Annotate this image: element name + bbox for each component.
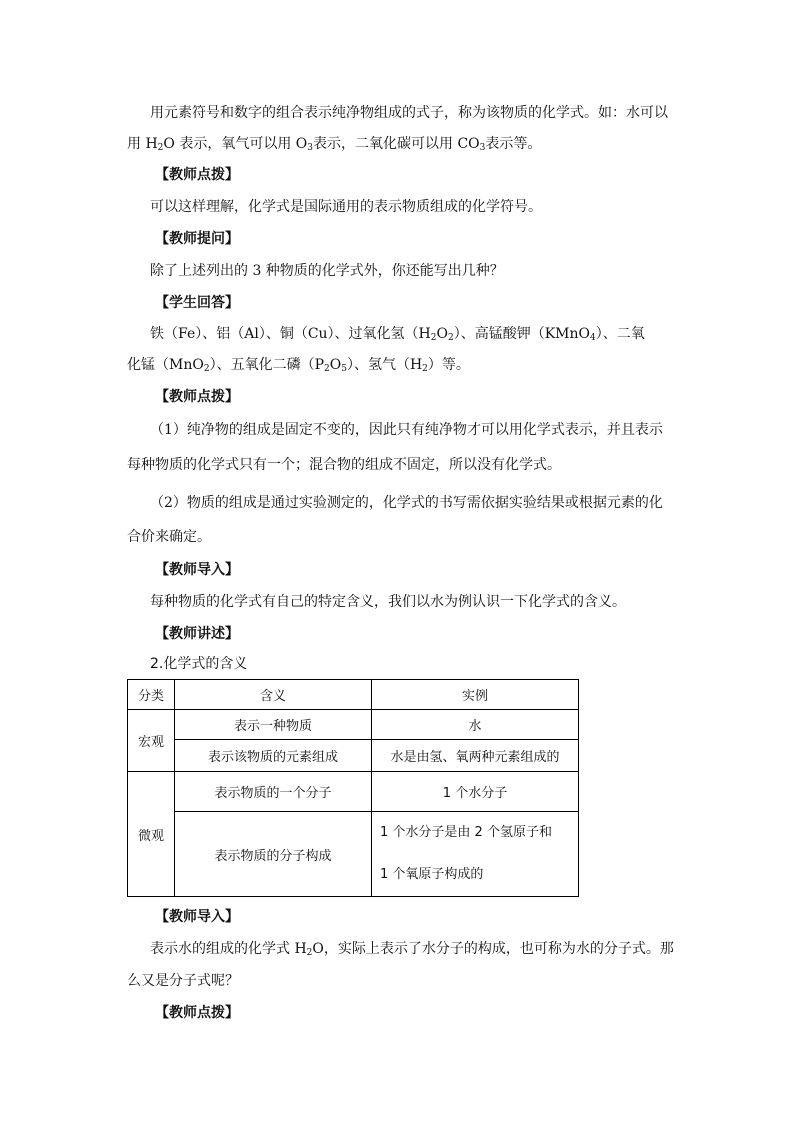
header-meaning: 含义 [175, 680, 372, 710]
table-cell-meaning: 表示物质的分子构成 [175, 812, 372, 897]
category-micro: 微观 [128, 772, 175, 897]
paragraph-answer-line2: 化锰（MnO$_2$）、五氧化二磷$(P_2O_5)$、氢气$(H_2)$等。 [127, 357, 470, 374]
table-cell-example: 水是由氢、氧两种元素组成的 [372, 740, 579, 772]
table-row [128, 710, 579, 740]
table-header-row [128, 680, 579, 710]
header-category: 分类 [128, 680, 175, 710]
table-title: 2.化学式的含义 [150, 656, 248, 672]
paragraph-intro: 每种物质的化学式有自己的特定含义，我们以水为例认识一下化学式的含义。 [150, 594, 626, 610]
heading-student-answer: 【学生回答】 [155, 295, 239, 311]
table-cell-meaning: 表示物质的一个分子 [175, 772, 372, 812]
example-line-1: 1 个水分子是由 2 个氢原子和 [380, 825, 552, 840]
paragraph-formula-definition-line2: 用 $H_2O$ 表示，氧气可以用 $O_3$表示，二氧化碳可以用 $CO_3$表示等。 [127, 136, 542, 153]
table-cell-meaning: 表示一种物质 [175, 710, 372, 740]
paragraph-point1-line1: （1）纯净物的组成是固定不变的，因此只有纯净物才可以用化学式表示，并且表示 [150, 422, 663, 438]
heading-teacher-intro-1: 【教师导入】 [155, 562, 239, 578]
heading-teacher-tip-1: 【教师点拨】 [155, 167, 239, 183]
table-cell-example: 1 个水分子 [372, 772, 579, 812]
heading-teacher-tip-2: 【教师点拨】 [155, 389, 239, 405]
table-cell-example [372, 812, 579, 897]
category-macro: 宏观 [128, 710, 175, 772]
paragraph-formula-definition-line1: 用元素符号和数字的组合表示纯净物组成的式子，称为该物质的化学式。如：水可以 [150, 105, 668, 121]
heading-teacher-lecture: 【教师讲述】 [155, 626, 239, 642]
table-cell-example: 水 [372, 710, 579, 740]
heading-teacher-intro-2: 【教师导入】 [155, 909, 239, 925]
paragraph-molecular-formula-line1: 表示水的组成的化学式 $H_2O$，实际上表示了水分子的构成，也可称为水的分子式。那 [150, 941, 674, 958]
table-row [128, 812, 579, 897]
header-example: 实例 [372, 680, 579, 710]
paragraph-answer-line1: 铁（Fe）、铝（Al）、铜（Cu）、过氧化氢$(H_2O_2)$、高锰酸钾（KMnO$_4$）、二氧 [150, 326, 645, 343]
heading-teacher-tip-3: 【教师点拨】 [155, 1005, 239, 1021]
paragraph-question: 除了上述列出的 3 种物质的化学式外，你还能写出几种？ [150, 263, 504, 279]
table-row [128, 772, 579, 812]
example-line-2: 1 个氧原子构成的 [380, 867, 484, 882]
table-row [128, 740, 579, 772]
heading-teacher-question: 【教师提问】 [155, 231, 239, 247]
paragraph-point2-line1: （2）物质的组成是通过实验测定的，化学式的书写需依据实验结果或根据元素的化 [150, 495, 663, 511]
paragraph-molecular-formula-line2: 么又是分子式呢？ [127, 973, 239, 989]
paragraph-formula-understanding: 可以这样理解，化学式是国际通用的表示物质组成的化学符号。 [150, 199, 542, 215]
formula-meaning-table [127, 679, 579, 897]
paragraph-point1-line2: 每种物质的化学式只有一个；混合物的组成不固定，所以没有化学式。 [127, 457, 561, 473]
table-cell-meaning: 表示该物质的元素组成 [175, 740, 372, 772]
paragraph-point2-line2: 合价来确定。 [127, 529, 211, 545]
